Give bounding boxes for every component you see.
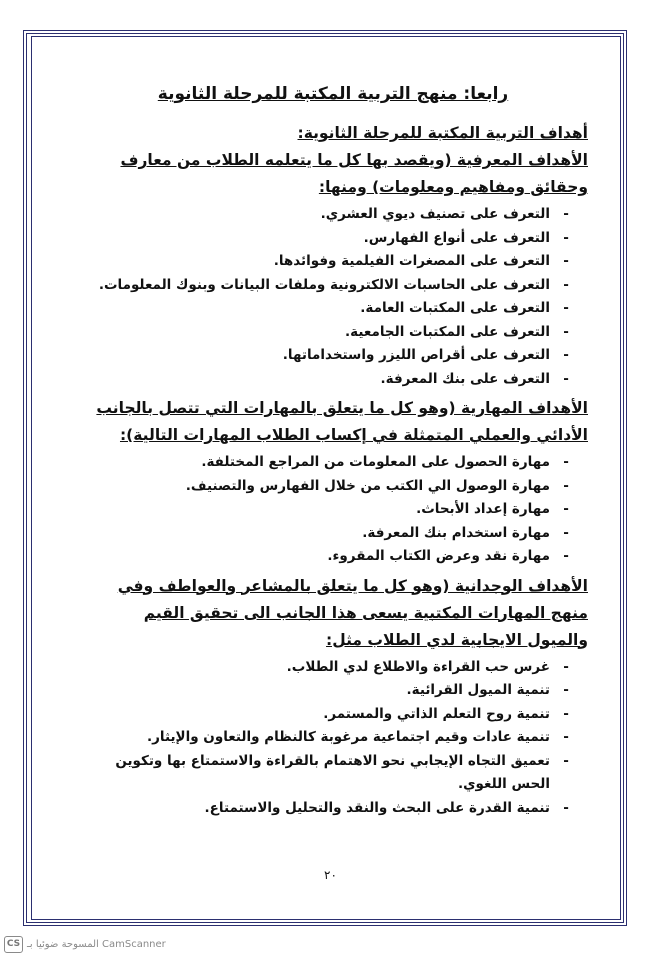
list-item: - التعرف على المكتبات الجامعية. xyxy=(345,323,569,340)
cognitive-goals-list xyxy=(78,203,588,391)
list-item: - تعميق التجاه الإيجابي نحو الاهتمام بالقراءة والاستمتاع بها وتكوين الحس اللغوي. xyxy=(115,752,569,792)
list-item: - غرس حب القراءة والاطلاع لدي الطلاب. xyxy=(286,658,569,675)
skill-goals-heading: الأهداف المهارية (وهو كل ما يتعلق بالمهارات التي تتصل بالجانب الأدائي والعملي المتمثلة في إكساب الطلاب المهارات التالية): xyxy=(96,399,588,444)
scanner-watermark xyxy=(4,936,166,952)
list-item: - مهارة الوصول الي الكتب من خلال الفهارس والتصنيف. xyxy=(185,477,569,494)
list-item: - التعرف على أنواع الفهارس. xyxy=(363,229,569,246)
scanner-watermark-text: المسوحة ضوئيا بـ CamScanner xyxy=(27,938,166,950)
list-item: - التعرف على المصغرات الفيلمية وفوائدها. xyxy=(273,253,569,269)
list-item: - التعرف على بنك المعرفة. xyxy=(380,370,569,387)
list-item: - تنمية الميول القرائية. xyxy=(406,682,569,698)
skill-goals-list xyxy=(78,451,588,569)
list-item: - تنمية القدرة على البحث والنقد والتحليل والاستمتاع. xyxy=(204,799,569,816)
affective-goals-heading: الأهداف الوجدانية (وهو كل ما يتعلق بالمشاعر والعواطف وفي منهج المهارات المكتبية يسعى هذا الجانب الى تحقيق القيم والميول الايجابية لدي الطلاب مثل: xyxy=(117,576,588,649)
list-item: - التعرف على أقراص الليزر واستخداماتها. xyxy=(282,347,569,363)
camscanner-logo-icon: CS xyxy=(4,936,23,953)
list-item: - مهارة الحصول على المعلومات من المراجع المختلفة. xyxy=(201,454,569,470)
list-item: - تنمية روح التعلم الذاتي والمستمر. xyxy=(323,705,569,722)
page-title: رابعا: منهج التربية المكتبة للمرحلة الثانوية xyxy=(157,84,509,104)
page-number: ٢٠ xyxy=(324,868,337,882)
affective-goals-list xyxy=(78,656,588,821)
list-item: - مهارة نقد وعرض الكتاب المقروء. xyxy=(327,548,569,564)
cognitive-goals-heading: الأهداف المعرفية (ويقصد بها كل ما يتعلمه الطلاب من معارف وحقائق ومفاهيم ومعلومات) ومنها: xyxy=(120,151,588,196)
document-content xyxy=(78,78,588,824)
list-item: - التعرف على الحاسبات الالكترونية وملفات البيانات وبنوك المعلومات. xyxy=(98,276,569,293)
list-item: - تنمية عادات وقيم اجتماعية مرغوبة كالنظام والتعاون والإيثار. xyxy=(146,729,569,745)
list-item: - مهارة إعداد الأبحاث. xyxy=(416,501,569,517)
goals-heading: أهداف التربية المكتبة للمرحلة الثانوية: xyxy=(297,124,588,142)
list-item: - التعرف على المكتبات العامة. xyxy=(360,300,569,316)
list-item: - التعرف على تصنيف ديوي العشري. xyxy=(320,206,569,222)
list-item: - مهارة استخدام بنك المعرفة. xyxy=(362,524,569,541)
